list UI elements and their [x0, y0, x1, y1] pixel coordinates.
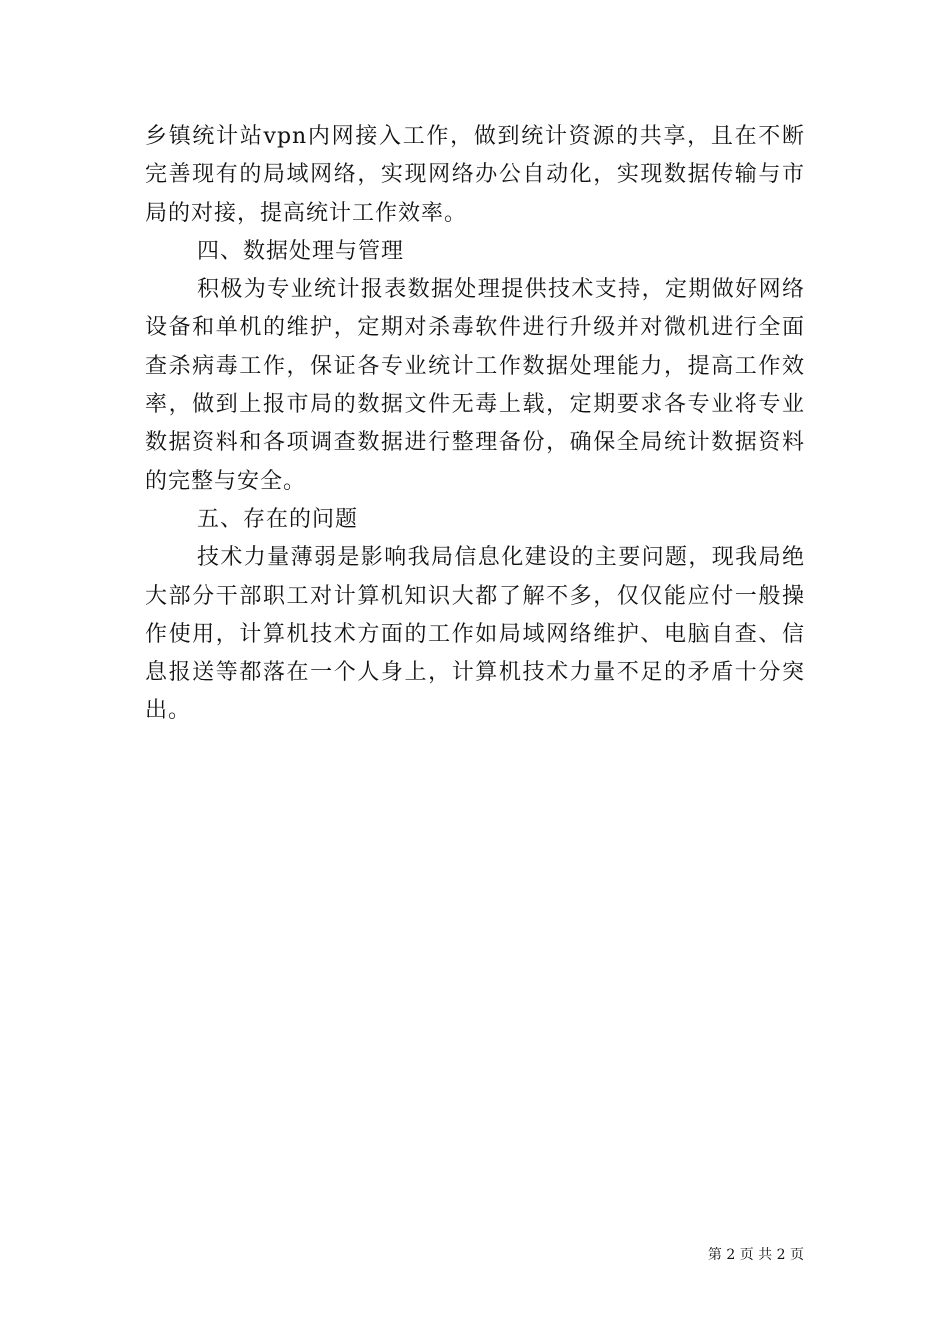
- paragraph-problems: 技术力量薄弱是影响我局信息化建设的主要问题，现我局绝大部分干部职工对计算机知识大都了解不多，仅仅能应付一般操作使用，计算机技术方面的工作如局域网络维护、电脑自查、信息报送等都落在一个人身上，计算机技术力量不足的矛盾十分突出。: [145, 545, 805, 724]
- paragraph-network-access: 乡镇统计站vpn内网接入工作，做到统计资源的共享，且在不断完善现有的局域网络，实现网络办公自动化，实现数据传输与市局的对接，提高统计工作效率。: [145, 124, 805, 226]
- document-body: [145, 118, 805, 731]
- page-number: 第 2 页 共 2 页: [707, 1247, 804, 1263]
- paragraph-data-processing: 积极为专业统计报表数据处理提供技术支持，定期做好网络设备和单机的维护，定期对杀毒软件进行升级并对微机进行全面查杀病毒工作，保证各专业统计工作数据处理能力，提高工作效率，做到上报市局的数据文件无毒上载，定期要求各专业将专业数据资料和各项调查数据进行整理备份，确保全局统计数据资料的完整与安全。: [145, 277, 805, 494]
- section-heading-problems: 五、存在的问题: [197, 506, 359, 532]
- section-heading-data-processing: 四、数据处理与管理: [197, 238, 405, 264]
